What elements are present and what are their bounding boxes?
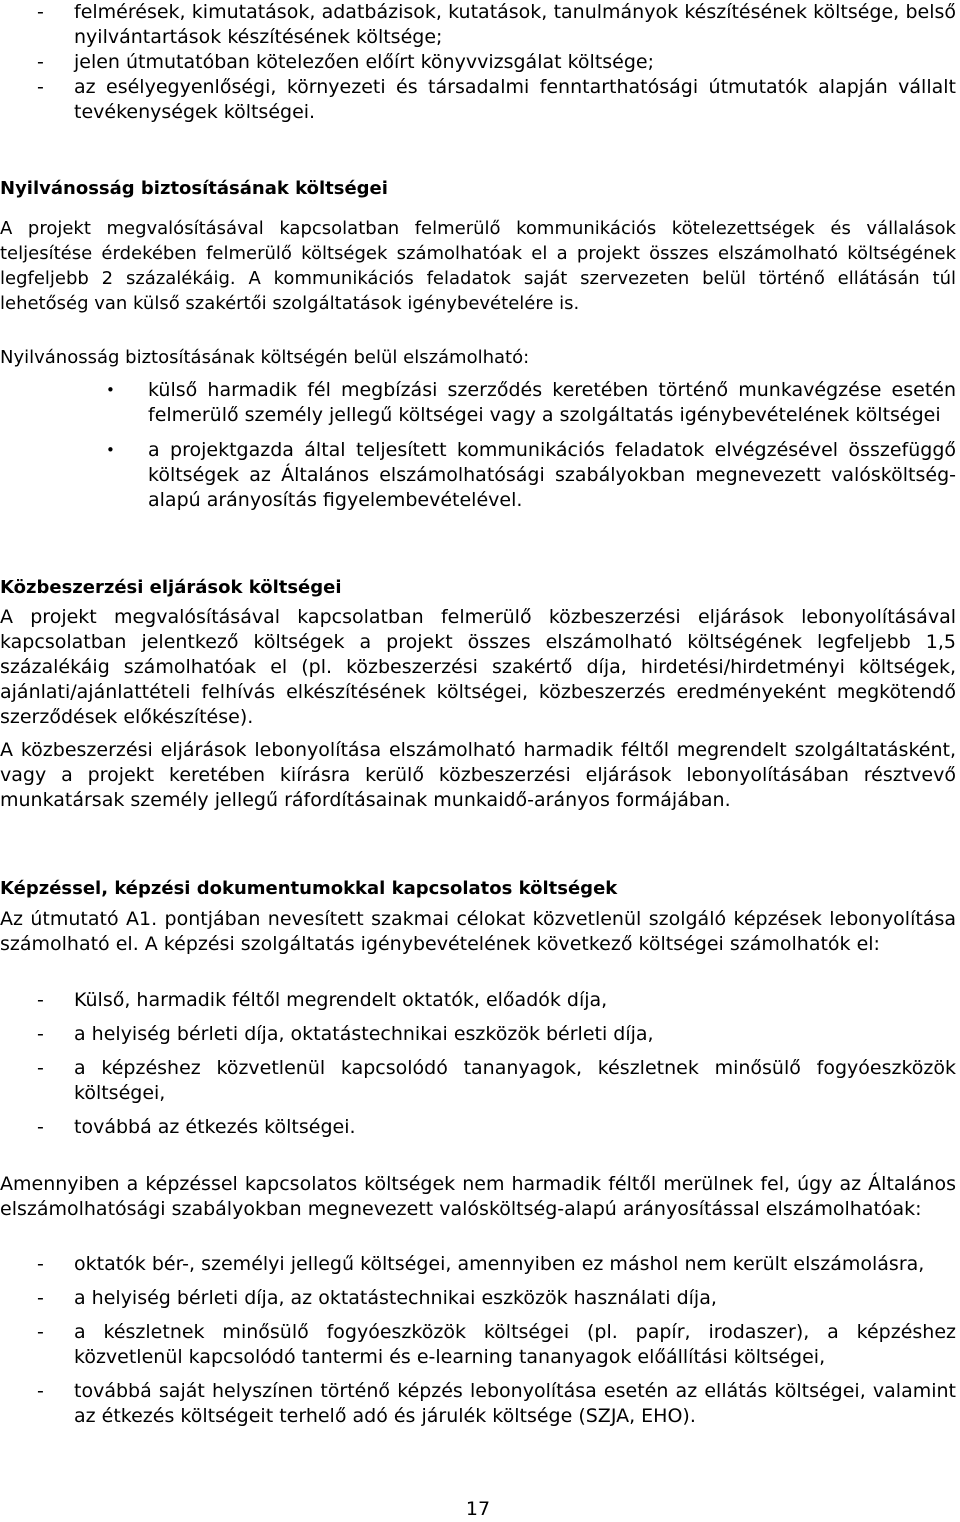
list-item: • külső harmadik fél megbízási szerződés keretében történő munkavégzése esetén felmerülő személy jellegű költségei vagy a szolgáltatás igénybevételének költségei [106, 379, 956, 426]
list-item: - felmérések, kimutatások, adatbázisok, kutatások, tanulmányok készítésének költsége, belső nyilvántartások készítésének költsége; [37, 1, 956, 48]
dash-marker: - [37, 1321, 44, 1343]
bullet-list [0, 378, 956, 513]
list-item: - a képzéshez közvetlenül kapcsolódó tananyagok, készletnek minősülő fogyóeszközök költségei, [37, 1057, 956, 1104]
paragraph: A projekt megvalósításával kapcsolatban felmerülő közbeszerzési eljárások lebonyolításával kapcsolatban jelentkező költségek a projekt összes elszámolható költségének legfeljebb 1,5 százalékáig számolhatóak el (pl. közbeszerzési szakértő díja, hirdetési/hirdetményi költségek, ajánlati/ajánlattételi felhívás elkészítésének költségei, közbeszerzés eredményeként megkötendő szerződések előkészítése). [0, 606, 956, 728]
dash-marker: - [37, 51, 44, 73]
dash-marker: - [37, 1253, 44, 1275]
bullet-marker: • [106, 381, 115, 399]
intro-list [0, 0, 956, 125]
dash-marker: - [37, 1287, 44, 1309]
section-heading-publicity: Nyilvánosság biztosításának költségei [0, 178, 388, 199]
list-item: - jelen útmutatóban kötelezően előírt könyvvizsgálat költsége; [37, 51, 655, 73]
list-item: - továbbá az étkezés költségei. [37, 1116, 356, 1138]
section-heading-procurement: Közbeszerzési eljárások költségei [0, 577, 342, 598]
dash-marker: - [37, 1, 44, 23]
training-cost-list [0, 988, 956, 1140]
bullet-marker: • [106, 441, 115, 459]
list-item: - a helyiség bérleti díja, oktatástechnikai eszközök bérleti díja, [37, 1023, 654, 1045]
inhouse-cost-list [0, 1252, 956, 1429]
paragraph: Nyilvánosság biztosításának költségén belül elszámolható: [0, 347, 530, 368]
paragraph: Amennyiben a képzéssel kapcsolatos költségek nem harmadik féltől merülnek fel, úgy az Általános elszámolhatósági szabályokban megnevezett valósköltség-alapú arányosítással elszámolhatóak: [0, 1173, 956, 1220]
dash-marker: - [37, 1057, 44, 1079]
dash-marker: - [37, 76, 44, 98]
section-heading-training: Képzéssel, képzési dokumentumokkal kapcsolatos költségek [0, 878, 618, 899]
page-number: 17 [465, 1498, 491, 1520]
list-item: • a projektgazda által teljesített kommunikációs feladatok elvégzésével összefüggő költségek az Általános elszámolhatósági szabályokban megnevezett valósköltség-alapú arányosítás figyelembevételével. [106, 439, 956, 511]
dash-marker: - [37, 1380, 44, 1402]
list-item: - a helyiség bérleti díja, az oktatástechnikai eszközök használati díja, [37, 1287, 717, 1309]
dash-marker: - [37, 989, 44, 1011]
list-item: - Külső, harmadik féltől megrendelt oktatók, előadók díja, [37, 989, 608, 1011]
dash-marker: - [37, 1023, 44, 1045]
list-item: - oktatók bér-, személyi jellegű költségei, amennyiben ez máshol nem került elszámolásra, [37, 1253, 925, 1275]
paragraph: A projekt megvalósításával kapcsolatban felmerülő kommunikációs kötelezettségek és vállalások teljesítése érdekében felmerülő költségek számolhatóak el a projekt összes elszámolható költségének legfeljebb 2 százalékáig. A kommunikációs feladatok saját szervezeten belül történő ellátásán túl lehetőség van külső szakértői szolgáltatások igénybevételére is. [0, 218, 956, 314]
dash-marker: - [37, 1116, 44, 1138]
list-item: - a készletnek minősülő fogyóeszközök költségei (pl. papír, irodaszer), a képzéshez közvetlenül kapcsolódó tantermi és e-learning tananyagok előállítási költségei, [37, 1321, 956, 1368]
list-item: - továbbá saját helyszínen történő képzés lebonyolítása esetén az ellátás költségei, valamint az étkezés költségeit terhelő adó és járulék költsége (SZJA, EHO). [37, 1380, 956, 1427]
paragraph: A közbeszerzési eljárások lebonyolítása elszámolható harmadik féltől megrendelt szolgáltatásként, vagy a projekt keretében kiírásra kerülő közbeszerzési eljárások lebonyolításában résztvevő munkatársak személy jellegű ráfordításainak munkaidő-arányos formájában. [0, 739, 956, 811]
list-item: - az esélyegyenlőségi, környezeti és társadalmi fenntarthatósági útmutatók alapján vállalt tevékenységek költségei. [37, 76, 956, 123]
paragraph: Az útmutató A1. pontjában nevesített szakmai célokat közvetlenül szolgáló képzések lebonyolítása számolható el. A képzési szolgáltatás igénybevételének következő költségei számolhatók el: [0, 908, 956, 955]
